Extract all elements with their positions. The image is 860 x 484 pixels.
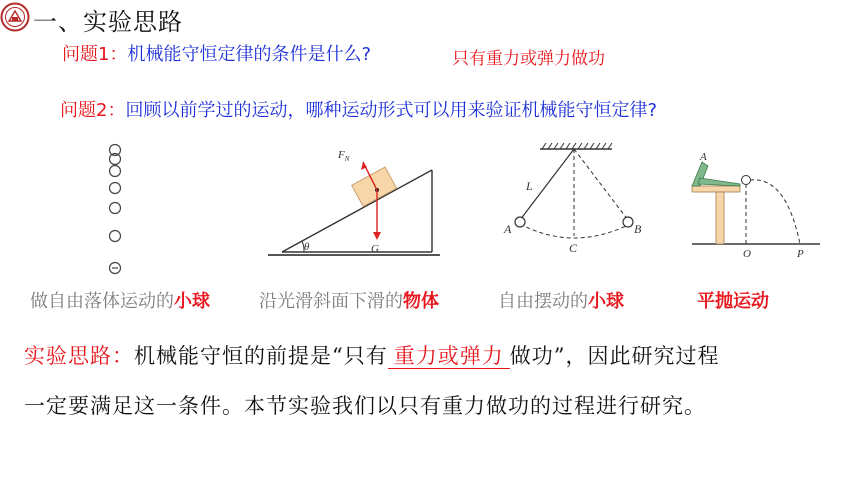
projectile-figure bbox=[682, 148, 830, 260]
svg-text:A: A bbox=[504, 222, 512, 236]
svg-text:P: P bbox=[797, 248, 804, 260]
svg-text:A: A bbox=[700, 151, 707, 163]
experiment-idea-line-1: 实验思路：机械能守恒的前提是“只有 重力或弹力 做功”，因此研究过程 bbox=[24, 344, 720, 368]
caption-incline: 沿光滑斜面下滑的物体 bbox=[259, 291, 439, 312]
svg-text:FN: $F_N$ bbox=[338, 149, 350, 163]
svg-text:C: C bbox=[569, 241, 578, 255]
incline-figure bbox=[264, 140, 444, 260]
answer-blank: 重力或弹力 bbox=[388, 344, 510, 369]
school-logo-icon bbox=[0, 2, 30, 32]
page-title: 一、实验思路 bbox=[33, 8, 183, 36]
caption-free-fall: 做自由落体运动的小球 bbox=[30, 291, 210, 312]
svg-text:B: B bbox=[634, 222, 642, 236]
pendulum-figure bbox=[496, 140, 656, 260]
question-1: 问题1：机械能守恒定律的条件是什么? bbox=[62, 44, 372, 65]
question-2: 问题2：回顾以前学过的运动，哪种运动形式可以用来验证机械能守恒定律? bbox=[60, 100, 658, 121]
question-1-answer: 只有重力或弹力做功 bbox=[452, 49, 605, 69]
svg-text:θ: θ bbox=[304, 241, 310, 253]
svg-text:O: O bbox=[743, 248, 751, 260]
caption-projectile: 平抛运动 bbox=[697, 291, 769, 312]
experiment-idea-line-2: 一定要满足这一条件。本节实验我们以只有重力做功的过程进行研究。 bbox=[24, 394, 706, 418]
svg-text:L: L bbox=[526, 179, 533, 193]
free-fall-figure bbox=[100, 140, 130, 280]
caption-pendulum: 自由摆动的小球 bbox=[498, 291, 624, 312]
svg-text:G: G bbox=[371, 243, 379, 255]
